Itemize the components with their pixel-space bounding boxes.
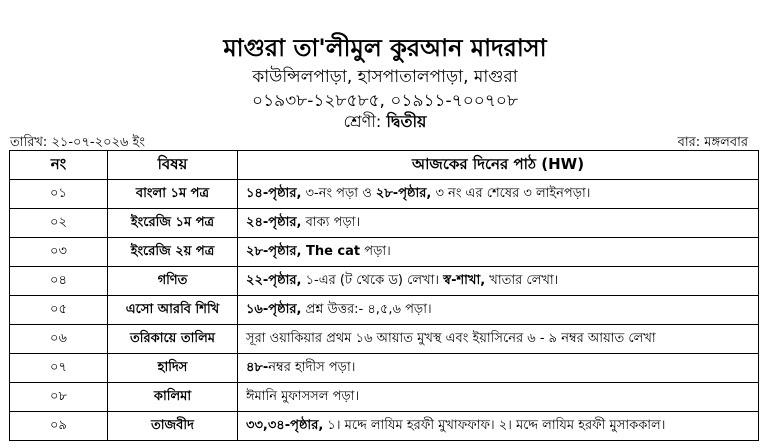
table-row xyxy=(10,383,759,412)
table-row xyxy=(10,296,759,325)
homework-text: ঈমানি মুফাসসল পড়া। xyxy=(246,388,360,404)
phone-numbers: ০১৯৩৮-১২৮৫৮৫, ০১৯১১-৭০০৭০৮ xyxy=(252,91,518,111)
table-row xyxy=(10,238,759,267)
date-label: তারিখ: ২১-০৭-২০২৬ ইং xyxy=(10,135,145,150)
row-homework xyxy=(238,325,759,354)
row-number: ০৯ xyxy=(10,412,108,441)
row-homework xyxy=(238,354,759,383)
day-label: বার: মঙ্গলবার xyxy=(677,135,748,150)
homework-text: ১। মদ্দে লাযিম হরফী মুখাফফাফ। ২। মদ্দে লাযিম হরফী মুসাককাল। xyxy=(323,417,666,433)
row-homework xyxy=(238,238,759,267)
homework-text: বাক্য পড়া। xyxy=(301,214,361,230)
homework-text: সূরা ওয়াকিয়ার প্রথম ১৬ আয়াত মুখস্থ এবং ইয়াসিনের ৬ - ৯ নম্বর আয়াত লেখা xyxy=(246,330,656,346)
row-subject: ইংরেজি ১ম পত্র xyxy=(108,209,238,238)
table-row xyxy=(10,412,759,441)
table-row xyxy=(10,325,759,354)
homework-text: প্রশ্ন উত্তর:- ৪,৫,৬ পড়া। xyxy=(301,301,432,317)
row-subject: এসো আরবি শিখি xyxy=(108,296,238,325)
homework-text: ১-এর (ট থেকে ড) লেখা। xyxy=(301,272,444,288)
class-value: দ্বিতীয় xyxy=(386,112,427,131)
homework-page-ref-2: স্ব-শাখা, xyxy=(443,272,486,288)
column-header-subject: বিষয় xyxy=(108,151,238,180)
homework-page-ref: ২৮-পৃষ্ঠার, The cat xyxy=(246,243,361,259)
row-homework xyxy=(238,267,759,296)
row-number: ০৭ xyxy=(10,354,108,383)
row-number: ০৮ xyxy=(10,383,108,412)
table-row xyxy=(10,267,759,296)
row-subject: গণিত xyxy=(108,267,238,296)
class-label: শ্রেণী: xyxy=(343,112,382,131)
row-number: ০২ xyxy=(10,209,108,238)
row-homework xyxy=(238,209,759,238)
row-number: ০১ xyxy=(10,180,108,209)
table-row xyxy=(10,354,759,383)
row-number: ০৫ xyxy=(10,296,108,325)
row-number: ০৪ xyxy=(10,267,108,296)
table-row xyxy=(10,180,759,209)
homework-text-2: খাতার লেখা। xyxy=(485,272,559,288)
row-subject: বাংলা ১ম পত্র xyxy=(108,180,238,209)
row-subject: কালিমা xyxy=(108,383,238,412)
table-header-row xyxy=(10,151,759,180)
row-homework xyxy=(238,180,759,209)
school-title: মাগুরা তা'লীমুল কুরআন মাদরাসা xyxy=(223,34,547,62)
row-number: ০৩ xyxy=(10,238,108,267)
row-subject: তাজবীদ xyxy=(108,412,238,441)
row-homework xyxy=(238,383,759,412)
row-subject: হাদিস xyxy=(108,354,238,383)
table-row xyxy=(10,209,759,238)
row-homework xyxy=(238,296,759,325)
row-subject: ইংরেজি ২য় পত্র xyxy=(108,238,238,267)
column-header-number: নং xyxy=(10,151,108,180)
row-number: ০৬ xyxy=(10,325,108,354)
row-homework xyxy=(238,412,759,441)
column-header-homework: আজকের দিনের পাঠ (HW) xyxy=(238,151,759,180)
homework-text: নম্বর হাদীস পড়া। xyxy=(268,359,356,375)
homework-page-ref: ৪৮- xyxy=(246,359,269,375)
homework-text-2: ৩ নং এর শেষের ৩ লাইনপড়া। xyxy=(431,185,591,201)
homework-page-ref: ২৪-পৃষ্ঠার, xyxy=(246,214,302,230)
school-address: কাউন্সিলপাড়া, হাসপাতালপাড়া, মাগুরা xyxy=(252,67,518,87)
homework-page-ref-2: ২৮-পৃষ্ঠার, xyxy=(375,185,432,201)
row-subject: তরিকায়ে তালিম xyxy=(108,325,238,354)
homework-text: পড়া। xyxy=(360,243,391,259)
homework-table xyxy=(9,150,759,441)
homework-page-ref: ৩৩,৩৪-পৃষ্ঠার, xyxy=(246,417,324,433)
homework-text: ৩-নং পড়া ও xyxy=(301,185,376,201)
homework-page-ref: ২২-পৃষ্ঠার, xyxy=(246,272,302,288)
homework-page-ref: ১৪-পৃষ্ঠার, xyxy=(246,185,302,201)
class-line xyxy=(0,109,770,136)
homework-page-ref: ১৬-পৃষ্ঠার, xyxy=(246,301,302,317)
